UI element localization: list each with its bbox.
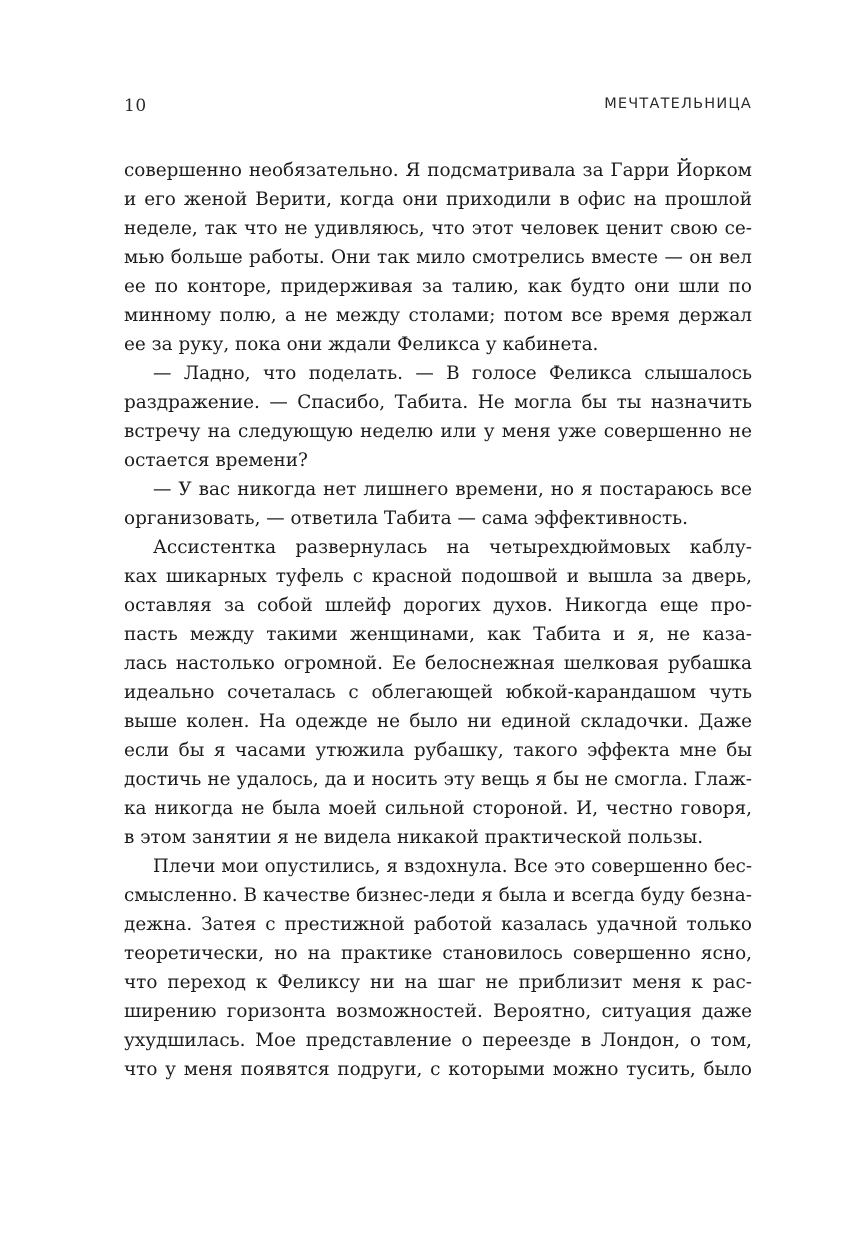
- text-line: идеально сочеталась с облегающей юбкой-карандашом чуть: [124, 682, 752, 703]
- text-line: организовать, — ответила Табита — сама эффективность.: [124, 508, 688, 529]
- text-line: в этом занятии я не видела никакой практической пользы.: [124, 827, 704, 848]
- text-line: смысленно. В качестве бизнес-леди я была и всегда буду безна-: [124, 885, 752, 906]
- text-line: Ассистентка развернулась на четырехдюймовых каблу-: [153, 537, 752, 558]
- text-line: ка никогда не была моей сильной стороной. И, честно говоря,: [124, 798, 752, 819]
- text-line: — У вас никогда нет лишнего времени, но я постараюсь все: [153, 479, 752, 500]
- text-line: лась настолько огромной. Ее белоснежная шелковая рубашка: [124, 653, 752, 674]
- text-line: ках шикарных туфель с красной подошвой и вышла за дверь,: [124, 566, 752, 587]
- text-line: пасть между такими женщинами, как Табита и я, не каза-: [124, 624, 752, 645]
- text-line: что переход к Феликсу ни на шаг не приблизит меня к рас-: [124, 972, 752, 993]
- text-line: выше колен. На одежде не было ни единой складочки. Даже: [124, 711, 752, 732]
- text-line: раздражение. — Спасибо, Табита. Не могла бы ты назначить: [124, 392, 752, 413]
- text-line: мью больше работы. Они так мило смотрелись вместе — он вел: [124, 247, 752, 268]
- running-head: [124, 96, 752, 118]
- text-line: если бы я часами утюжила рубашку, такого эффекта мне бы: [124, 740, 752, 761]
- page-number: 10: [124, 96, 147, 116]
- text-line: совершенно необязательно. Я подсматривала за Гарри Йорком: [124, 160, 752, 181]
- text-line: оставляя за собой шлейф дорогих духов. Никогда еще про-: [124, 595, 752, 616]
- text-line: ухудшилась. Мое представление о переезде в Лондон, о том,: [124, 1030, 752, 1051]
- text-line: Плечи мои опустились, я вздохнула. Все это совершенно бес-: [153, 856, 752, 877]
- text-line: дежна. Затея с престижной работой казалась удачной только: [124, 914, 752, 935]
- text-line: неделе, так что не удивляюсь, что этот человек ценит свою се-: [124, 218, 752, 239]
- text-line: ее по конторе, придерживая за талию, как будто они шли по: [124, 276, 752, 297]
- text-line: что у меня появятся подруги, с которыми можно тусить, было: [124, 1059, 752, 1080]
- text-line: — Ладно, что поделать. — В голосе Феликса слышалось: [153, 363, 752, 384]
- text-line: достичь не удалось, да и носить эту вещь я бы не смогла. Глаж-: [124, 769, 752, 790]
- text-line: остается времени?: [124, 450, 308, 471]
- book-title: МЕЧТАТЕЛЬНИЦА: [604, 96, 752, 112]
- body-text: [124, 156, 752, 1084]
- text-line: ее за руку, пока они ждали Феликса у кабинета.: [124, 334, 599, 355]
- text-line: теоретически, но на практике становилось совершенно ясно,: [124, 943, 752, 964]
- text-line: встречу на следующую неделю или у меня уже совершенно не: [124, 421, 752, 442]
- text-line: минному полю, а не между столами; потом все время держал: [124, 305, 752, 326]
- text-line: ширению горизонта возможностей. Вероятно, ситуация даже: [124, 1001, 752, 1022]
- text-line: и его женой Верити, когда они приходили в офис на прошлой: [124, 189, 752, 210]
